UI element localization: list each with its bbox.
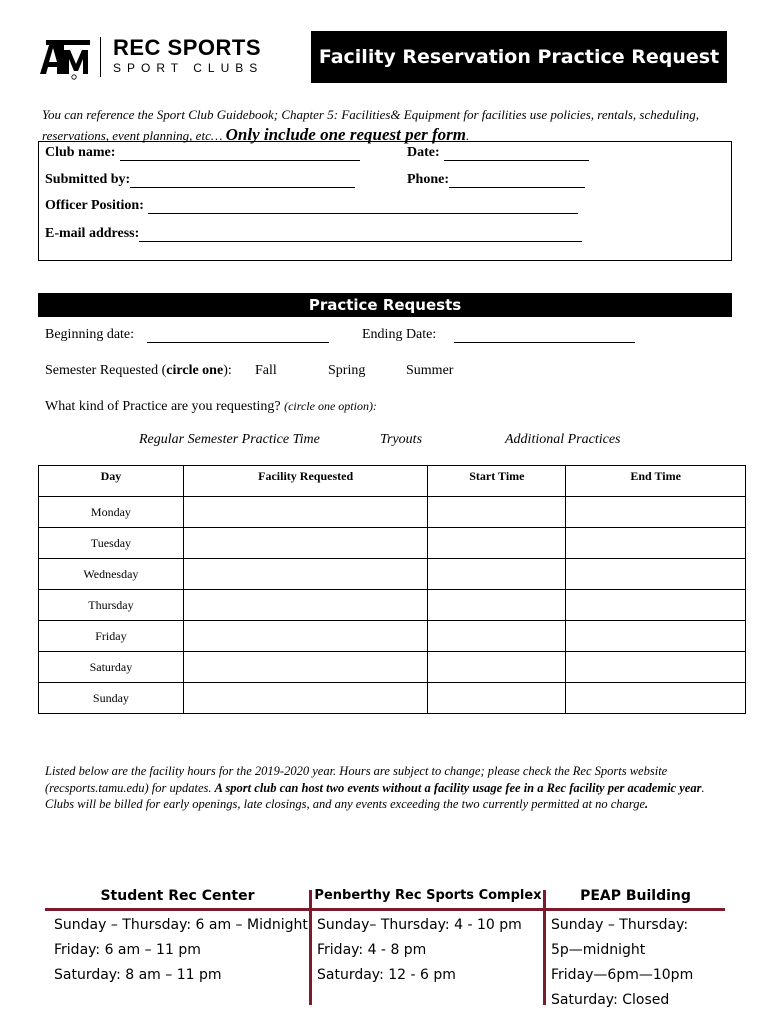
email-label: E-mail address: [45,226,140,241]
day-cell: Saturday [39,652,184,683]
club-name-field[interactable] [120,147,360,161]
venue-hours-line: Saturday: Closed [551,992,670,1008]
officer-position-row [45,198,578,214]
intro-emphasis: Only include one request per form [225,125,467,144]
venue-hours-line: Sunday– Thursday: 4 - 10 pm [317,917,522,933]
venue-peap-building [546,888,725,1008]
date-field[interactable] [444,147,589,161]
facility-cell[interactable] [183,590,428,621]
table-row [39,652,746,683]
intro-text: You can reference the Sport Club Guidebook; Chapter 5: Facilities& Equipment for facilities use policies, rentals, scheduling, reservations, event planning, etc… Only include one request per form. [42,107,700,144]
facility-hours [45,888,725,1008]
start-time-cell[interactable] [428,528,566,559]
end-time-cell[interactable] [566,590,746,621]
facility-cell[interactable] [183,559,428,590]
day-cell: Tuesday [39,528,184,559]
start-time-cell[interactable] [428,621,566,652]
table-row [39,528,746,559]
end-time-cell[interactable] [566,497,746,528]
day-cell: Wednesday [39,559,184,590]
venue-hours-line: Sunday – Thursday: 6 am – Midnight [54,917,308,933]
practice-requests-heading: Practice Requests [38,293,732,317]
phone-row [407,172,585,188]
start-time-cell[interactable] [428,652,566,683]
note-emphasis: A sport club can host two events without a facility usage fee in a Rec facility per academic year [214,780,702,795]
start-time-cell[interactable] [428,590,566,621]
club-name-row [45,145,360,161]
submitted-by-field[interactable] [130,174,355,188]
column-header-start-time: Start Time [428,466,566,497]
practice-kind-question: What kind of Practice are you requesting? (circle one option): [45,399,377,414]
table-row [39,559,746,590]
logo-subtitle: SPORT CLUBS [113,61,264,75]
start-time-cell[interactable] [428,559,566,590]
end-time-cell[interactable] [566,559,746,590]
facility-cell[interactable] [183,497,428,528]
facility-cell[interactable] [183,528,428,559]
logo [38,34,263,80]
venue-name: Student Rec Center [100,888,255,904]
semester-option-fall[interactable]: Fall [255,363,277,378]
day-cell: Sunday [39,683,184,714]
table-header-row [39,466,746,497]
venue-hours-line: Saturday: 8 am – 11 pm [54,967,222,983]
table-row [39,683,746,714]
venue-name: Penberthy Rec Sports Complex [314,888,542,903]
column-header-day: Day [39,466,184,497]
start-time-cell[interactable] [428,683,566,714]
table-row [39,621,746,652]
ending-date-label: Ending Date: [362,327,437,342]
email-row [45,226,582,242]
kind-option-tryouts[interactable]: Tryouts [380,432,423,447]
phone-label: Phone: [407,172,449,187]
facility-cell[interactable] [183,621,428,652]
venue-hours-line: 5p—midnight [551,942,646,958]
practice-kind-hint: (circle one option): [284,399,377,413]
phone-field[interactable] [449,174,585,188]
beginning-date-field[interactable] [147,329,329,343]
kind-option-regular[interactable]: Regular Semester Practice Time [139,432,320,447]
venue-name: PEAP Building [580,888,691,904]
column-header-facility: Facility Requested [183,466,428,497]
date-label: Date: [407,145,440,160]
submitted-by-label: Submitted by: [45,172,131,187]
table-row [39,590,746,621]
email-field[interactable] [139,228,582,242]
venue-student-rec-center [45,888,310,1008]
end-time-cell[interactable] [566,652,746,683]
officer-position-label: Officer Position: [45,198,144,213]
kind-option-additional[interactable]: Additional Practices [505,432,621,447]
semester-option-summer[interactable]: Summer [406,363,454,378]
day-cell: Monday [39,497,184,528]
day-cell: Friday [39,621,184,652]
facility-hours-note: Listed below are the facility hours for the 2019-2020 year. Hours are subject to change; please check the Rec Sports website (recsports.tamu.edu) for updates. A sport club can host two events without a facility usage fee in a Rec facility per academic year. Clubs will be billed for early openings, late closings, and any events exceeding the two currently permitted at no charge. [45,764,705,811]
semester-label: Semester Requested (circle one): [45,363,232,378]
table-row [39,497,746,528]
venue-hours-line: Saturday: 12 - 6 pm [317,967,456,983]
beginning-date-label: Beginning date: [45,327,135,342]
practice-schedule-table [38,465,746,714]
submitted-by-row [45,172,355,188]
start-time-cell[interactable] [428,497,566,528]
venue-hours-line: Friday: 4 - 8 pm [317,942,427,958]
logo-divider [100,37,101,77]
semester-option-spring[interactable]: Spring [328,363,366,378]
day-cell: Thursday [39,590,184,621]
facility-cell[interactable] [183,683,428,714]
club-name-label: Club name: [45,145,116,160]
venue-penberthy [312,888,544,1008]
venue-hours-line: Friday: 6 am – 11 pm [54,942,201,958]
venue-hours-line: Sunday – Thursday: [551,917,689,933]
end-time-cell[interactable] [566,528,746,559]
officer-position-field[interactable] [148,200,578,214]
date-row [407,145,589,161]
atm-logo-icon [38,34,90,80]
end-time-cell[interactable] [566,621,746,652]
form-title: Facility Reservation Practice Request [311,31,727,83]
end-time-cell[interactable] [566,683,746,714]
ending-date-field[interactable] [454,329,635,343]
venue-hours-line: Friday—6pm—10pm [551,967,694,983]
column-header-end-time: End Time [566,466,746,497]
logo-title: REC SPORTS [113,35,262,60]
facility-cell[interactable] [183,652,428,683]
